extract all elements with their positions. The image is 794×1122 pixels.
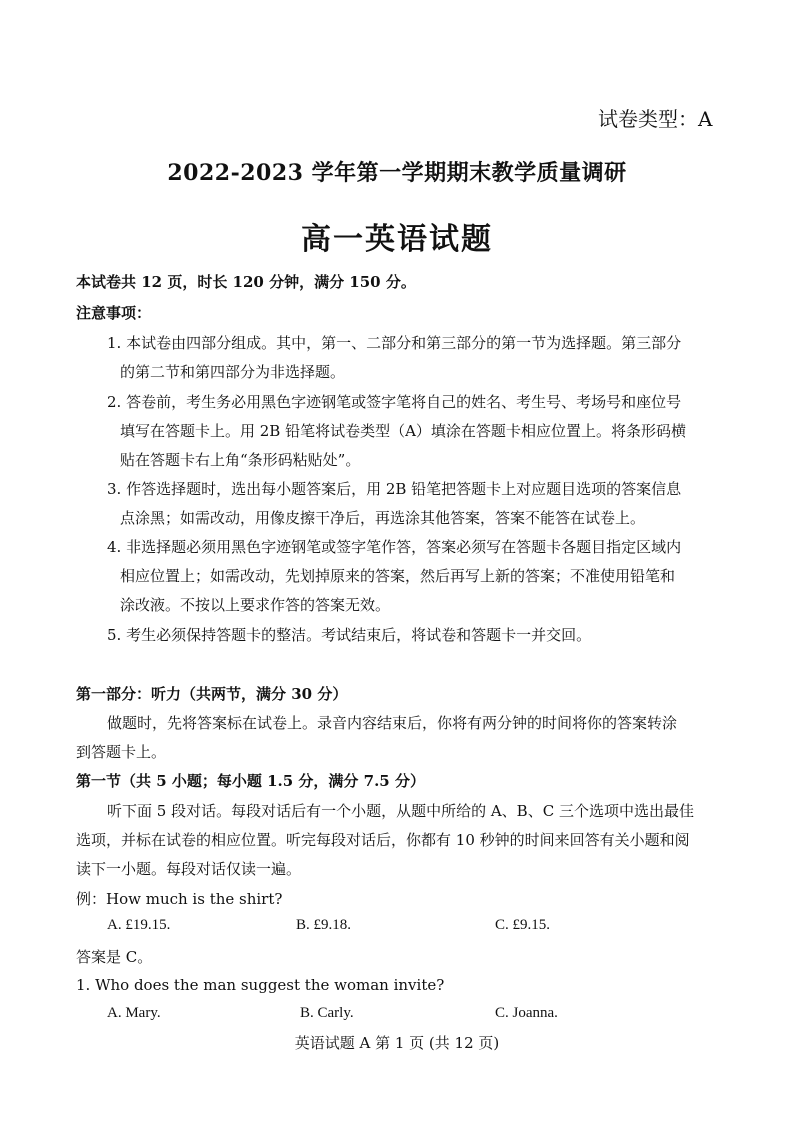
note-line: 5. 考生必须保持答题卡的整洁。考试结束后，将试卷和答题卡一并交回。: [107, 626, 592, 644]
note-line: 涂改液。不按以上要求作答的答案无效。: [120, 596, 391, 614]
part1-heading: 第一部分：听力（共两节，满分 30 分）: [76, 685, 348, 703]
subject-title: 高一英语试题: [301, 222, 493, 257]
example-option-a: A. £19.15.: [107, 917, 171, 933]
note-line: 1. 本试卷由四部分组成。其中，第一、二部分和第三部分的第一节为选择题。第三部分: [107, 334, 682, 352]
note-line: 4. 非选择题必须用黑色字迹钢笔或签字笔作答，答案必须写在答题卡各题目指定区域内: [107, 538, 682, 556]
example-answer: 答案是 C。: [76, 948, 153, 966]
example-option-c: C. £9.15.: [495, 917, 551, 933]
q1-option-c: C. Joanna.: [495, 1005, 558, 1021]
part1-instruction: 做题时，先将答案标在试卷上。录音内容结束后，你将有两分钟的时间将你的答案转涂: [107, 714, 678, 732]
exam-title: 2022-2023 学年第一学期期末教学质量调研: [167, 160, 627, 186]
exam-info: 本试卷共 12 页，时长 120 分钟，满分 150 分。: [76, 273, 416, 291]
example-option-b: B. £9.18.: [296, 917, 352, 933]
note-line: 相应位置上；如需改动，先划掉原来的答案，然后再写上新的答案；不准使用铅笔和: [120, 567, 676, 585]
part1-instruction: 到答题卡上。: [76, 743, 167, 761]
section1-instruction: 听下面 5 段对话。每段对话后有一个小题，从题中所给的 A、B、C 三个选项中选出最佳: [107, 802, 694, 820]
note-line: 填写在答题卡上。用 2B 铅笔将试卷类型（A）填涂在答题卡相应位置上。将条形码横: [120, 422, 686, 440]
notice-heading: 注意事项：: [76, 304, 152, 322]
section1-heading: 第一节（共 5 小题；每小题 1.5 分，满分 7.5 分）: [76, 772, 425, 790]
q1-option-b: B. Carly.: [300, 1005, 354, 1021]
page-footer: 英语试题 A 第 1 页 (共 12 页): [294, 1034, 500, 1052]
note-line: 3. 作答选择题时，选出每小题答案后，用 2B 铅笔把答题卡上对应题目选项的答案信息: [107, 480, 682, 498]
note-line: 的第二节和第四部分为非选择题。: [120, 363, 346, 381]
q1-option-a: A. Mary.: [107, 1005, 161, 1021]
note-line: 2. 答卷前，考生务必用黑色字迹钢笔或签字笔将自己的姓名、考生号、考场号和座位号: [107, 393, 682, 411]
note-line: 贴在答题卡右上角“条形码粘贴处”。: [120, 451, 361, 469]
example-question: 例：How much is the shirt?: [76, 890, 283, 908]
section1-instruction: 选项，并标在试卷的相应位置。听完每段对话后，你都有 10 秒钟的时间来回答有关小题和阅: [76, 831, 690, 849]
note-line: 点涂黑；如需改动，用像皮擦干净后，再选涂其他答案，答案不能答在试卷上。: [120, 509, 646, 527]
section1-instruction: 读下一小题。每段对话仅读一遍。: [76, 860, 302, 878]
paper-type-label: 试卷类型：A: [598, 107, 713, 131]
question-1: 1. Who does the man suggest the woman invite?: [76, 976, 445, 994]
